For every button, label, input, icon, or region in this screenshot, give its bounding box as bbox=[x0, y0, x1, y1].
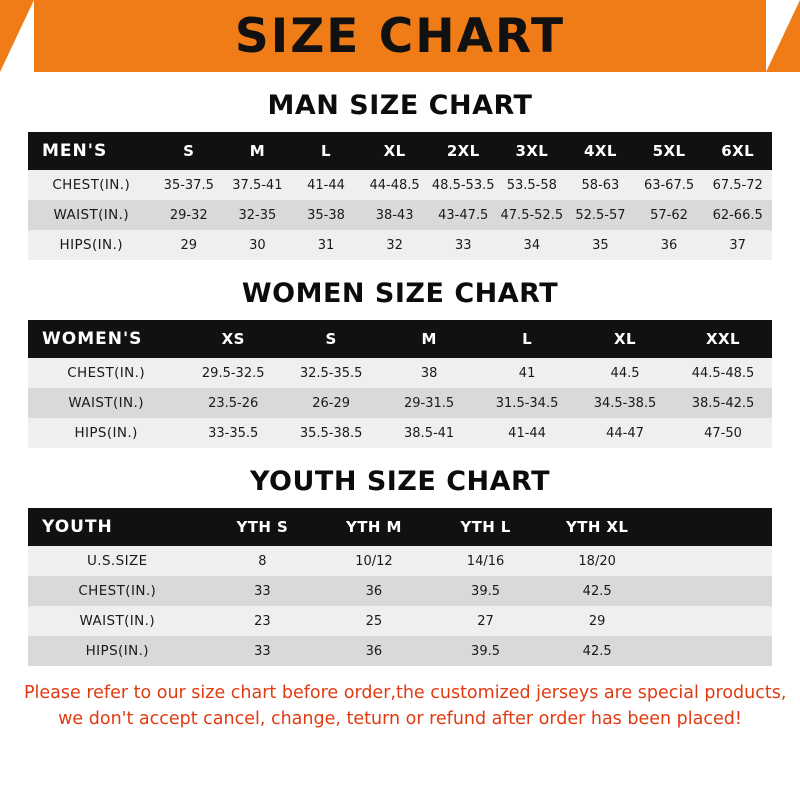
section-men bbox=[0, 90, 800, 260]
column-header-rowlabel: MEN'S bbox=[28, 132, 154, 170]
column-header-6xl: 6XL bbox=[703, 132, 772, 170]
table-header-row bbox=[28, 320, 772, 358]
cell: 57-62 bbox=[635, 200, 704, 230]
row-label-waist: WAIST(IN.) bbox=[28, 388, 184, 418]
cell: 29-31.5 bbox=[380, 388, 478, 418]
row-label-chest: CHEST(IN.) bbox=[28, 576, 207, 606]
note-line-1: Please refer to our size chart before order,the customized jerseys are special products, bbox=[24, 683, 787, 703]
section-title-men: MAN SIZE CHART bbox=[267, 90, 533, 121]
cell: 43-47.5 bbox=[429, 200, 498, 230]
cell: 33 bbox=[207, 636, 319, 666]
cell: 38.5-42.5 bbox=[674, 388, 772, 418]
cell: 44.5-48.5 bbox=[674, 358, 772, 388]
row-label-hips: HIPS(IN.) bbox=[28, 230, 154, 260]
page-title: SIZE CHART bbox=[234, 8, 566, 64]
column-header-spacer bbox=[653, 508, 772, 546]
column-header-l: L bbox=[292, 132, 361, 170]
column-header-s: S bbox=[282, 320, 380, 358]
column-header-m: M bbox=[223, 132, 292, 170]
disclaimer-note bbox=[0, 680, 800, 733]
women-size-table bbox=[28, 320, 772, 448]
youth-size-table bbox=[28, 508, 772, 666]
note-line-2: we don't accept cancel, change, teturn or refund after order has been placed! bbox=[58, 709, 742, 730]
cell: 38-43 bbox=[360, 200, 429, 230]
table-row bbox=[28, 606, 772, 636]
cell: 29 bbox=[541, 606, 653, 636]
row-label-waist: WAIST(IN.) bbox=[28, 606, 207, 636]
column-header-4xl: 4XL bbox=[566, 132, 635, 170]
column-header-rowlabel: YOUTH bbox=[28, 508, 207, 546]
table-row bbox=[28, 200, 772, 230]
cell: 38 bbox=[380, 358, 478, 388]
cell: 35.5-38.5 bbox=[282, 418, 380, 448]
cell: 18/20 bbox=[541, 546, 653, 576]
cell: 35 bbox=[566, 230, 635, 260]
cell: 31.5-34.5 bbox=[478, 388, 576, 418]
cell: 32-35 bbox=[223, 200, 292, 230]
column-header-2xl: 2XL bbox=[429, 132, 498, 170]
column-header-m: M bbox=[380, 320, 478, 358]
row-label-hips: HIPS(IN.) bbox=[28, 418, 184, 448]
cell: 47.5-52.5 bbox=[498, 200, 567, 230]
cell: 10/12 bbox=[318, 546, 430, 576]
cell: 8 bbox=[207, 546, 319, 576]
section-title-women: WOMEN SIZE CHART bbox=[241, 278, 559, 309]
cell: 58-63 bbox=[566, 170, 635, 200]
column-header-xl: XL bbox=[576, 320, 674, 358]
column-header-yth-m: YTH M bbox=[318, 508, 430, 546]
cell: 44-48.5 bbox=[360, 170, 429, 200]
table-row bbox=[28, 418, 772, 448]
cell: 34 bbox=[498, 230, 567, 260]
cell: 26-29 bbox=[282, 388, 380, 418]
column-header-xs: XS bbox=[184, 320, 282, 358]
table-header-row bbox=[28, 508, 772, 546]
column-header-s: S bbox=[154, 132, 223, 170]
header-banner bbox=[0, 0, 800, 72]
cell: 35-38 bbox=[292, 200, 361, 230]
row-label-hips: HIPS(IN.) bbox=[28, 636, 207, 666]
cell: 48.5-53.5 bbox=[429, 170, 498, 200]
row-label-waist: WAIST(IN.) bbox=[28, 200, 154, 230]
column-header-xl: XL bbox=[360, 132, 429, 170]
section-title-youth: YOUTH SIZE CHART bbox=[249, 466, 551, 497]
cell: 36 bbox=[318, 576, 430, 606]
cell: 33-35.5 bbox=[184, 418, 282, 448]
cell: 41 bbox=[478, 358, 576, 388]
cell-spacer bbox=[653, 606, 772, 636]
cell: 31 bbox=[292, 230, 361, 260]
row-label-chest: CHEST(IN.) bbox=[28, 170, 154, 200]
cell: 41-44 bbox=[478, 418, 576, 448]
column-header-5xl: 5XL bbox=[635, 132, 704, 170]
cell: 14/16 bbox=[430, 546, 542, 576]
table-row bbox=[28, 636, 772, 666]
table-row bbox=[28, 358, 772, 388]
column-header-l: L bbox=[478, 320, 576, 358]
column-header-yth-s: YTH S bbox=[207, 508, 319, 546]
cell: 37 bbox=[703, 230, 772, 260]
cell: 67.5-72 bbox=[703, 170, 772, 200]
table-header-row bbox=[28, 132, 772, 170]
cell: 27 bbox=[430, 606, 542, 636]
section-women bbox=[0, 278, 800, 448]
cell: 23 bbox=[207, 606, 319, 636]
cell: 33 bbox=[429, 230, 498, 260]
cell: 44.5 bbox=[576, 358, 674, 388]
cell: 41-44 bbox=[292, 170, 361, 200]
column-header-3xl: 3XL bbox=[498, 132, 567, 170]
cell: 42.5 bbox=[541, 636, 653, 666]
cell-spacer bbox=[653, 636, 772, 666]
table-row bbox=[28, 576, 772, 606]
table-row bbox=[28, 546, 772, 576]
cell: 36 bbox=[635, 230, 704, 260]
cell: 53.5-58 bbox=[498, 170, 567, 200]
cell-spacer bbox=[653, 546, 772, 576]
cell: 63-67.5 bbox=[635, 170, 704, 200]
cell: 39.5 bbox=[430, 576, 542, 606]
cell: 25 bbox=[318, 606, 430, 636]
column-header-yth-l: YTH L bbox=[430, 508, 542, 546]
cell: 44-47 bbox=[576, 418, 674, 448]
cell: 32.5-35.5 bbox=[282, 358, 380, 388]
cell: 62-66.5 bbox=[703, 200, 772, 230]
cell: 37.5-41 bbox=[223, 170, 292, 200]
cell: 29.5-32.5 bbox=[184, 358, 282, 388]
cell: 29-32 bbox=[154, 200, 223, 230]
cell: 42.5 bbox=[541, 576, 653, 606]
column-header-xxl: XXL bbox=[674, 320, 772, 358]
cell: 36 bbox=[318, 636, 430, 666]
cell: 30 bbox=[223, 230, 292, 260]
cell: 32 bbox=[360, 230, 429, 260]
cell: 23.5-26 bbox=[184, 388, 282, 418]
table-row bbox=[28, 388, 772, 418]
cell-spacer bbox=[653, 576, 772, 606]
cell: 34.5-38.5 bbox=[576, 388, 674, 418]
row-label-us-size: U.S.SIZE bbox=[28, 546, 207, 576]
cell: 47-50 bbox=[674, 418, 772, 448]
cell: 39.5 bbox=[430, 636, 542, 666]
cell: 33 bbox=[207, 576, 319, 606]
column-header-yth-xl: YTH XL bbox=[541, 508, 653, 546]
section-youth bbox=[0, 466, 800, 666]
table-row bbox=[28, 230, 772, 260]
men-size-table bbox=[28, 132, 772, 260]
cell: 29 bbox=[154, 230, 223, 260]
row-label-chest: CHEST(IN.) bbox=[28, 358, 184, 388]
cell: 52.5-57 bbox=[566, 200, 635, 230]
cell: 38.5-41 bbox=[380, 418, 478, 448]
column-header-rowlabel: WOMEN'S bbox=[28, 320, 184, 358]
cell: 35-37.5 bbox=[154, 170, 223, 200]
table-row bbox=[28, 170, 772, 200]
